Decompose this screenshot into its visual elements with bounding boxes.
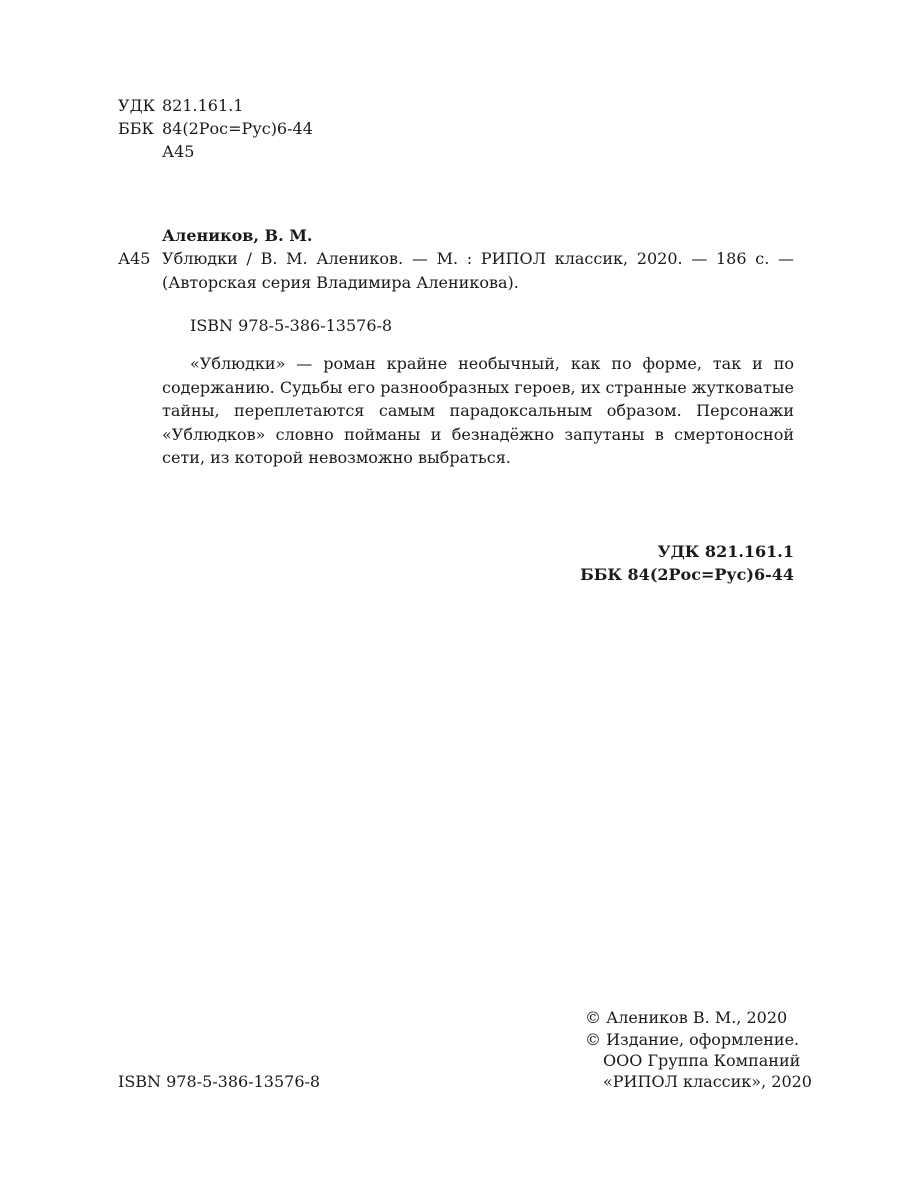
bbk-code-bold: ББК 84(2Рос=Рус)6-44 — [580, 565, 794, 584]
udk-code-bold: УДК 821.161.1 — [657, 542, 794, 561]
author-heading: Алеников, В. М. — [162, 226, 313, 245]
copyright-publisher-year: «РИПОЛ классик», 2020 — [603, 1072, 812, 1091]
bbk-value: 84(2Рос=Рус)6-44 — [162, 119, 313, 138]
bibliographic-description-line1: Ублюдки / В. М. Алеников. — М. : РИПОЛ классик, 2020. — 186 с. — — [162, 249, 794, 268]
author-sign-top: А45 — [162, 142, 195, 161]
bibliographic-description-line2: (Авторская серия Владимира Аленикова). — [162, 273, 519, 292]
copyright-author: © Алеников В. М., 2020 — [585, 1008, 788, 1027]
copyright-publisher: ООО Группа Компаний — [603, 1051, 801, 1070]
isbn-card: ISBN 978-5-386-13576-8 — [190, 316, 393, 335]
udk-label: УДК — [118, 96, 155, 115]
author-sign-card: А45 — [118, 249, 151, 268]
annotation: «Ублюдки» — роман крайне необычный, как по форме, так и по содержанию. Судьбы его разнообразных героев, их странные жутковатые тайны, переплетаются самым парадоксальным образом. Персонажи «Ублюдков» словно пойманы и безнадёжно запутаны в смертоносной сети, из которой невозможно выбраться. — [162, 354, 794, 467]
copyright-edition: © Издание, оформление. — [585, 1030, 800, 1049]
bbk-label: ББК — [118, 119, 154, 138]
udk-value: 821.161.1 — [162, 96, 244, 115]
isbn-bottom: ISBN 978-5-386-13576-8 — [118, 1072, 321, 1091]
